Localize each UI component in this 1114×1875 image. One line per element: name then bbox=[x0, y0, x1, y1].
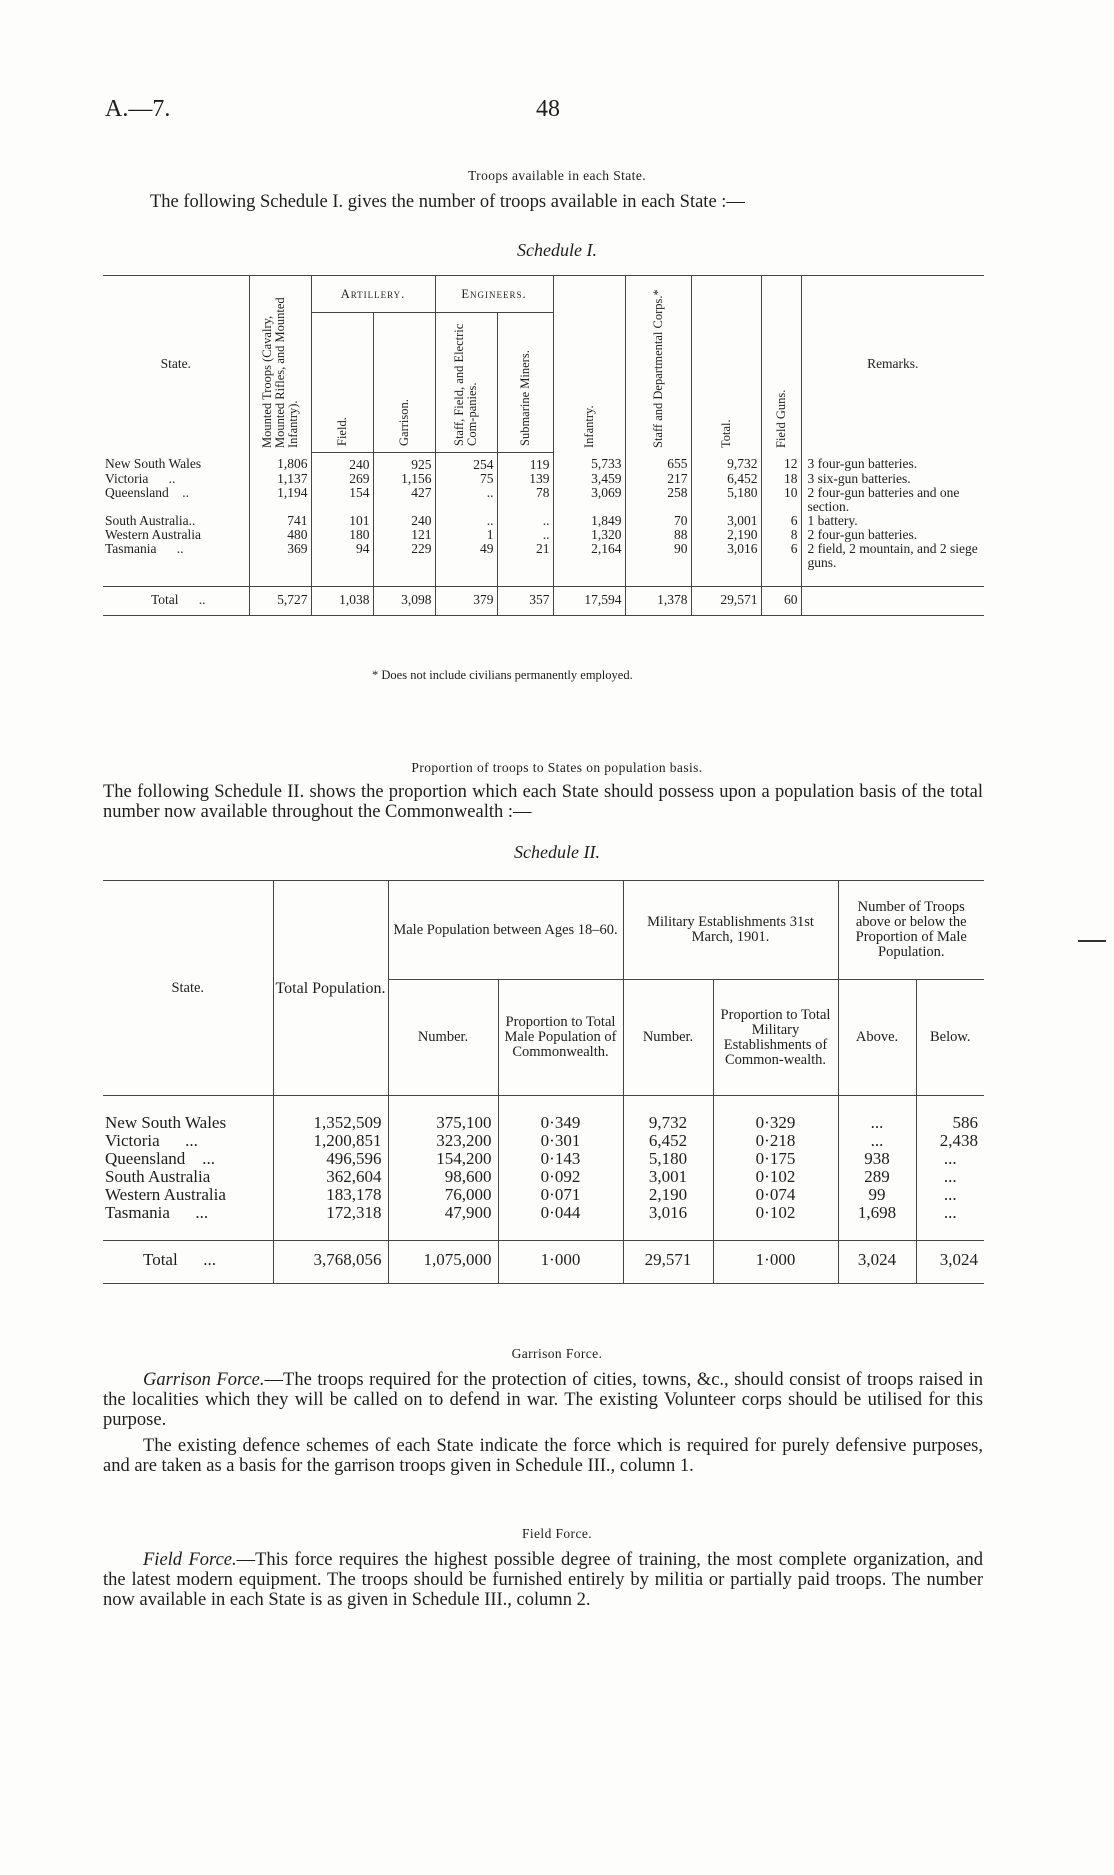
section-heading-field: Field Force. bbox=[521, 1526, 593, 1541]
table-row: Queensland ... 496,596 154,200 0·143 5,180 0·175 938 ... bbox=[103, 1150, 984, 1168]
table-row: Victoria .. 1,137 269 1,156 75 139 3,459 217 6,452 18 3 six-gun batteries. bbox=[103, 472, 984, 486]
col-mounted: Mounted Troops (Cavalry, Mounted Rifles, and Mounted Infantry). bbox=[249, 276, 311, 453]
table-row: New South Wales 1,806 240 925 254 119 5,733 655 9,732 12 3 four-gun batteries. bbox=[103, 452, 984, 472]
section-heading-proportion: Proportion of troops to States on population basis. bbox=[411, 760, 703, 775]
field-text: —This force requires the highest possible degree of training, the most complete organization, and the latest modern equipment. The troops should be furnished entirely by militia or partially paid troops. The number now available in each State is as given in Schedule III., column 2. bbox=[103, 1550, 984, 1610]
schedule1-table bbox=[103, 275, 984, 616]
table-row: South Australia.. 741 101 240 .. .. 1,849 70 3,001 6 1 battery. bbox=[103, 514, 984, 528]
section-heading-troops: Troops available in each State. bbox=[468, 168, 646, 183]
table-row: Western Australia 480 180 121 1 .. 1,320 88 2,190 8 2 four-gun batteries. bbox=[103, 528, 984, 542]
table-row: Tasmania .. 369 94 229 49 21 2,164 90 3,016 6 2 field, 2 mountain, and 2 siege guns. bbox=[103, 542, 984, 587]
garrison-paragraph-2: The existing defence schemes of each State indicate the force which is required for purely defensive purposes, and are taken as a basis for the garrison troops given in Schedule III., column 1. bbox=[103, 1436, 983, 1476]
col-staff-field: Staff, Field, and Electric Com-panies. bbox=[435, 313, 497, 453]
field-lead: Field Force. bbox=[143, 1550, 237, 1570]
schedule1-intro: The following Schedule I. gives the number of troops available in each State :— bbox=[150, 192, 745, 212]
schedule1-title: Schedule I. bbox=[517, 240, 597, 260]
col2-prop-military: Proportion to Total Military Establishments of Common-wealth. bbox=[713, 980, 838, 1096]
col2-total-population: Total Population. bbox=[273, 881, 388, 1096]
col2-below: Below. bbox=[916, 980, 984, 1096]
field-paragraph bbox=[103, 1550, 983, 1610]
col2-number2: Number. bbox=[623, 980, 713, 1096]
col-state: State. bbox=[103, 276, 249, 453]
col2-male-population: Male Population between Ages 18–60. bbox=[388, 881, 623, 980]
col-field-guns: Field Guns. bbox=[761, 276, 801, 453]
col-artillery: Artillery. bbox=[311, 276, 435, 313]
garrison-lead: Garrison Force. bbox=[143, 1370, 265, 1390]
schedule2-title: Schedule II. bbox=[514, 842, 600, 862]
margin-dash bbox=[1078, 940, 1106, 942]
col-field: Field. bbox=[311, 313, 373, 453]
page-number: 48 bbox=[536, 96, 560, 122]
col-infantry: Infantry. bbox=[553, 276, 625, 453]
col-engineers: Engineers. bbox=[435, 276, 553, 313]
table-total-row: Total .. 5,727 1,038 3,098 379 357 17,594 1,378 29,571 60 bbox=[103, 586, 984, 615]
table-row: Tasmania ... 172,318 47,900 0·044 3,016 0·102 1,698 ... bbox=[103, 1204, 984, 1241]
section-heading-garrison: Garrison Force. bbox=[511, 1346, 603, 1361]
col2-prop-male: Proportion to Total Male Population of Commonwealth. bbox=[498, 980, 623, 1096]
col2-troops-diff: Number of Troops above or below the Proportion of Male Population. bbox=[838, 881, 984, 980]
schedule1-footnote: * Does not include civilians permanently employed. bbox=[372, 668, 633, 682]
col-remarks: Remarks. bbox=[801, 276, 984, 453]
col2-above: Above. bbox=[838, 980, 916, 1096]
table-total-row: Total ... 3,768,056 1,075,000 1·000 29,571 1·000 3,024 3,024 bbox=[103, 1241, 984, 1284]
col-submarine: Submarine Miners. bbox=[497, 313, 553, 453]
garrison-text: —The troops required for the protection of cities, towns, &c., should consist of troops raised in the localities which they will be called on to defend in war. The existing Volunteer corps should be utilised for this purpose. bbox=[103, 1370, 983, 1430]
col2-state: State. bbox=[103, 881, 273, 1096]
col-garrison: Garrison. bbox=[373, 313, 435, 453]
col2-number: Number. bbox=[388, 980, 498, 1096]
document-reference: A.—7. bbox=[105, 96, 171, 122]
table-row: South Australia 362,604 98,600 0·092 3,001 0·102 289 ... bbox=[103, 1168, 984, 1186]
schedule2-table bbox=[103, 880, 984, 1284]
schedule2-intro: The following Schedule II. shows the proportion which each State should possess upon a population basis of the total number now available throughout the Commonwealth :— bbox=[103, 782, 983, 822]
col-total: Total. bbox=[691, 276, 761, 453]
table-row: Victoria ... 1,200,851 323,200 0·301 6,452 0·218 ... 2,438 bbox=[103, 1132, 984, 1150]
garrison-paragraph-1 bbox=[103, 1370, 983, 1430]
table-row: Western Australia 183,178 76,000 0·071 2,190 0·074 99 ... bbox=[103, 1186, 984, 1204]
col-staff-dept: Staff and Departmental Corps.* bbox=[625, 276, 691, 453]
table-row: Queensland .. 1,194 154 427 .. 78 3,069 258 5,180 10 2 four-gun batteries and one section. bbox=[103, 486, 984, 514]
col2-military: Military Establishments 31st March, 1901. bbox=[623, 881, 838, 980]
table-row: New South Wales 1,352,509 375,100 0·349 9,732 0·329 ... 586 bbox=[103, 1096, 984, 1133]
